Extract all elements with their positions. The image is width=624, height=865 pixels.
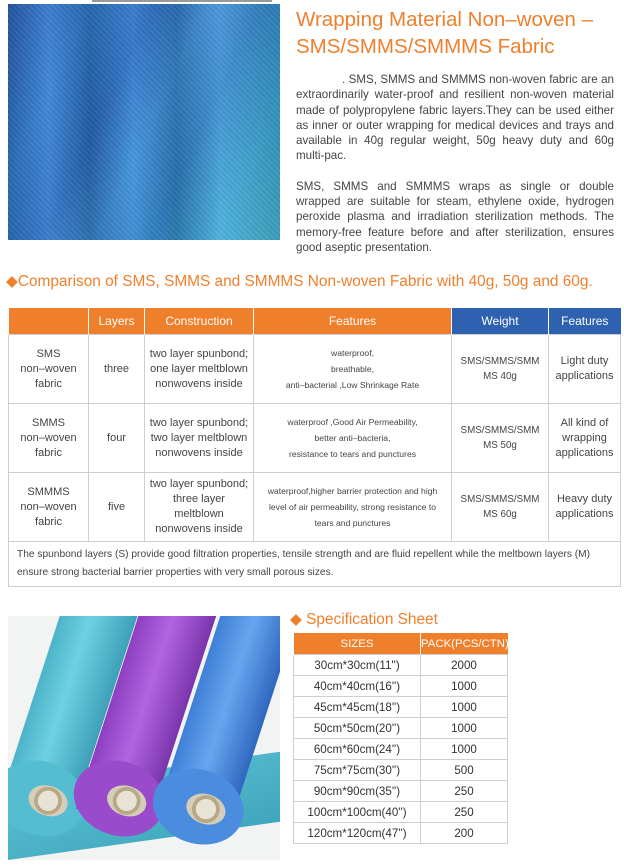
table-row — [294, 718, 508, 739]
size-cell: 30cm*30cm(11'') — [294, 655, 421, 676]
header-features-usage: Features — [549, 308, 621, 335]
intro-text — [296, 72, 614, 270]
spec-title: ◆ Specification Sheet — [290, 611, 438, 628]
size-cell: 75cm*75cm(30'') — [294, 760, 421, 781]
table-row — [294, 655, 508, 676]
header-weight: Weight — [452, 308, 549, 335]
header-blank — [9, 308, 89, 335]
fabric-name-cell: SMMS non–woven fabric — [9, 404, 89, 473]
spec-header-row — [294, 633, 508, 655]
comparison-table — [8, 308, 621, 587]
size-cell: 60cm*60cm(24'') — [294, 739, 421, 760]
comparison-note: The spunbond layers (S) provide good filtration properties, tensile strength and are fluid repellent while the meltbown layers (M) ensure strong bacterial barrier properties with very small porous sizes. — [9, 542, 621, 587]
header-features: Features — [254, 308, 452, 335]
construction-cell: two layer spunbond; two layer meltblown nonwovens inside — [145, 404, 254, 473]
table-row — [294, 823, 508, 844]
pack-cell: 2000 — [421, 655, 508, 676]
size-cell: 90cm*90cm(35'') — [294, 781, 421, 802]
pack-cell: 1000 — [421, 697, 508, 718]
weight-cell: SMS/SMMS/SMM MS 50g — [452, 404, 549, 473]
table-row — [9, 473, 621, 542]
title-line-1: Wrapping Material Non–woven – — [296, 8, 594, 31]
features-cell: waterproof,higher barrier protection and high level of air permeability, strong resistance to tears and punctures — [254, 473, 452, 542]
top-divider — [92, 0, 272, 2]
layers-cell: five — [89, 473, 145, 542]
features-cell: waterproof ,Good Air Permeability, better anti–bacteria, resistance to tears and punctures — [254, 404, 452, 473]
construction-cell: two layer spunbond; three layer meltblown nonwovens inside — [145, 473, 254, 542]
comparison-header-row — [9, 308, 621, 335]
pack-cell: 1000 — [421, 739, 508, 760]
weight-cell: SMS/SMMS/SMM MS 60g — [452, 473, 549, 542]
intro-paragraph-1: . SMS, SMMS and SMMMS non-woven fabric are an extraordinarily water-proof and resilient non-woven material made of polypropylene fabric layers.They can be used either as inner or outer wrapping for medical devices and trays and available in 40g regular weight, 50g heavy duty and 60g multi-pac. — [296, 73, 614, 163]
pack-cell: 500 — [421, 760, 508, 781]
size-cell: 120cm*120cm(47'') — [294, 823, 421, 844]
construction-cell: two layer spunbond; one layer meltblown nonwovens inside — [145, 335, 254, 404]
blue-fabric-rolls-image — [8, 4, 280, 240]
size-cell: 40cm*40cm(16'') — [294, 676, 421, 697]
weight-cell: SMS/SMMS/SMM MS 40g — [452, 335, 549, 404]
features-cell: waterproof, breathable, anti–bacterial ,Low Shrinkage Rate — [254, 335, 452, 404]
table-row — [294, 781, 508, 802]
title-line-2: SMS/SMMS/SMMMS Fabric — [296, 35, 555, 58]
size-cell: 50cm*50cm(20'') — [294, 718, 421, 739]
spec-table — [293, 633, 508, 844]
usage-cell: Heavy duty applications — [549, 473, 621, 542]
table-row — [9, 404, 621, 473]
layers-cell: three — [89, 335, 145, 404]
pack-cell: 200 — [421, 823, 508, 844]
header-layers: Layers — [89, 308, 145, 335]
usage-cell: All kind of wrapping applications — [549, 404, 621, 473]
page-title — [296, 6, 616, 60]
size-cell: 45cm*45cm(18'') — [294, 697, 421, 718]
pack-cell: 250 — [421, 802, 508, 823]
pack-cell: 250 — [421, 781, 508, 802]
size-cell: 100cm*100cm(40'') — [294, 802, 421, 823]
note-row — [9, 542, 621, 587]
table-row — [9, 335, 621, 404]
table-row — [294, 739, 508, 760]
table-row — [294, 760, 508, 781]
colored-fabric-rolls-image — [8, 616, 280, 860]
usage-cell: Light duty applications — [549, 335, 621, 404]
fabric-name-cell: SMS non–woven fabric — [9, 335, 89, 404]
header-construction: Construction — [145, 308, 254, 335]
table-row — [294, 697, 508, 718]
table-row — [294, 676, 508, 697]
intro-paragraph-2: SMS, SMMS and SMMMS wraps as single or double wrapped are suitable for steam, ethylene oxide, hydrogen peroxide plasma and irradiation sterilization methods. The memory-free feature before and after sterilization, ensures good aseptic presentation. — [296, 179, 614, 254]
comparison-title: ◆Comparison of SMS, SMMS and SMMMS Non-woven Fabric with 40g, 50g and 60g. — [6, 273, 593, 290]
header-sizes: SIZES — [294, 633, 421, 655]
fabric-name-cell: SMMMS non–woven fabric — [9, 473, 89, 542]
header-pack: PACK(PCS/CTN) — [421, 633, 508, 655]
layers-cell: four — [89, 404, 145, 473]
pack-cell: 1000 — [421, 718, 508, 739]
pack-cell: 1000 — [421, 676, 508, 697]
table-row — [294, 802, 508, 823]
